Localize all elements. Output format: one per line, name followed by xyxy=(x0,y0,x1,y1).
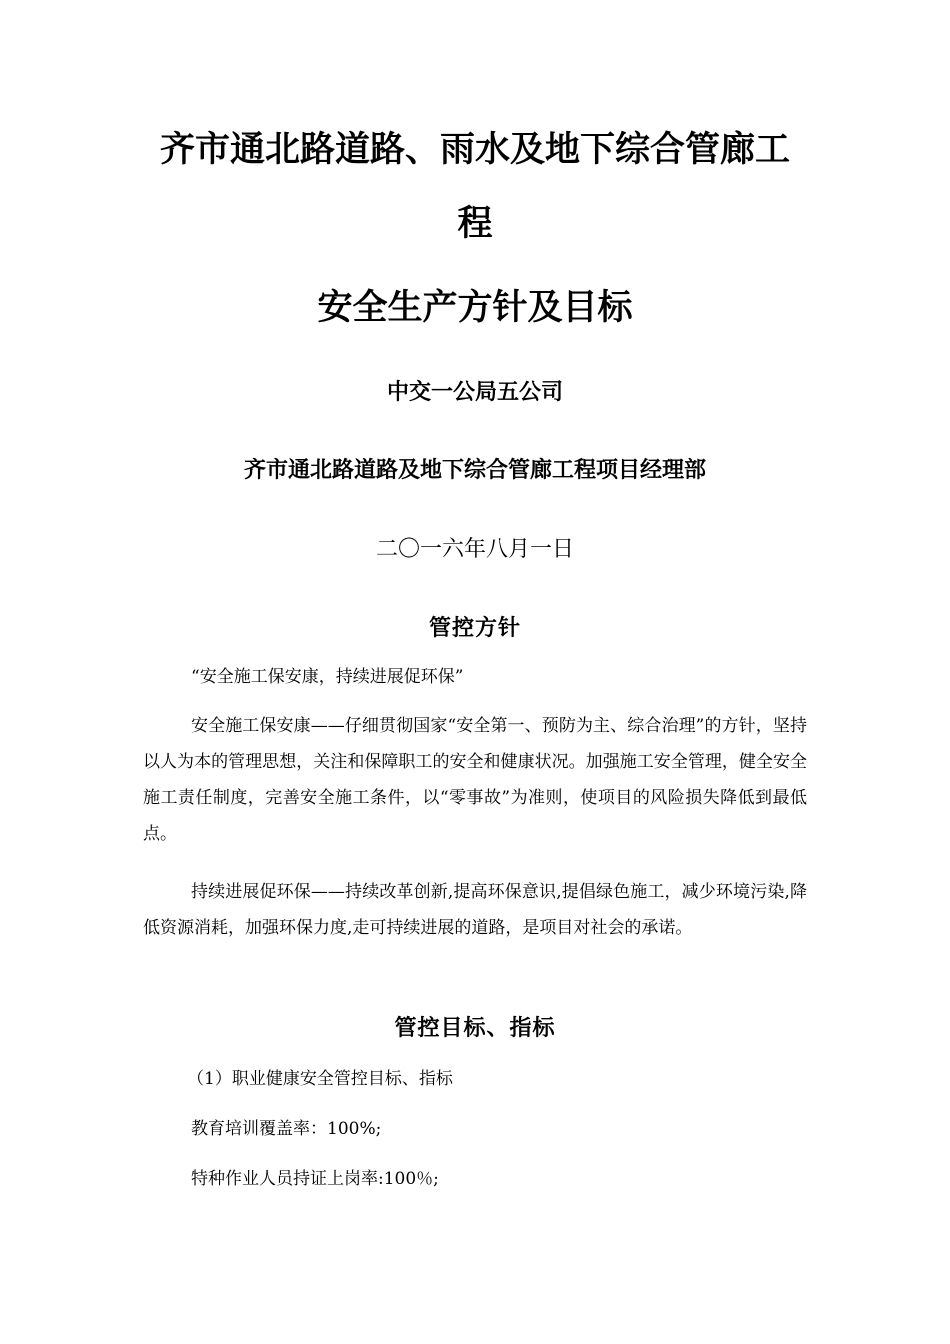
title-line-1: 齐市通北路道路、雨水及地下综合管廊工 xyxy=(159,130,790,170)
training-coverage-rate: 教育培训覆盖率：100%; xyxy=(191,1119,382,1139)
main-title: 安全生产方针及目标 xyxy=(317,288,633,328)
company-name: 中交一公局五公司 xyxy=(386,380,563,405)
targets-item-1-title: （1）职业健康安全管控目标、指标 xyxy=(187,1069,453,1089)
department-name: 齐市通北路道路及地下综合管廊工程项目经理部 xyxy=(243,458,706,483)
targets-heading: 管控目标、指标 xyxy=(394,1015,556,1041)
policy-paragraph-2: 持续进展促环保——持续改革创新,提高环保意识,提倡绿色施工，减少环境污染,降低资源消耗，加强环保力度,走可持续进展的道路，是项目对社会的承诺。 xyxy=(143,882,807,938)
policy-heading: 管控方针 xyxy=(428,615,521,641)
policy-slogan: “安全施工保安康，持续进展促环保” xyxy=(191,667,464,687)
document-date: 二〇一六年八月一日 xyxy=(375,537,574,562)
title-line-2: 程 xyxy=(457,204,493,244)
policy-paragraph-1: 安全施工保安康——仔细贯彻国家“安全第一、预防为主、综合治理”的方针，坚持以人为本的管理思想，关注和保障职工的安全和健康状况。加强施工安全管理，健全安全施工责任制度，完善安全施工条件，以“零事故”为准则，使项目的风险损失降低到最低点。 xyxy=(143,716,807,844)
certified-worker-rate: 特种作业人员持证上岗率:100％; xyxy=(191,1169,439,1189)
